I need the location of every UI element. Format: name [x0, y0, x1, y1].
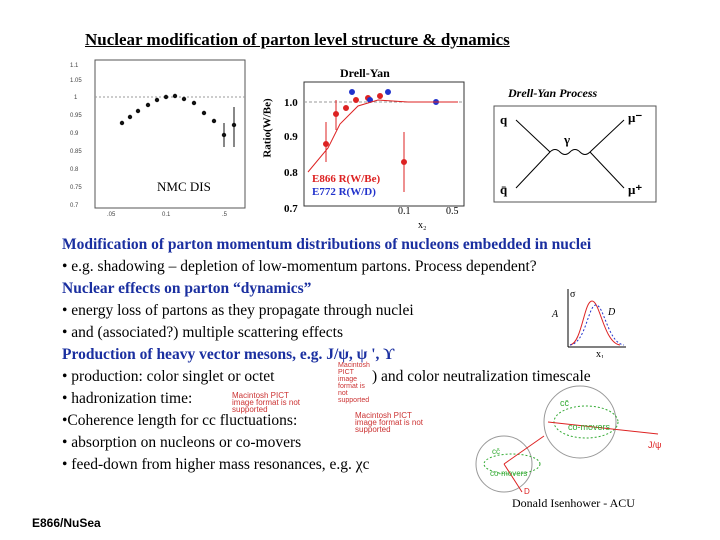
a-label: A	[552, 309, 559, 320]
pict-placeholder-1: Macintosh PICT image format is not supported	[338, 362, 370, 404]
slide-title: Nuclear modification of parton level structure & dynamics	[85, 30, 510, 49]
nmc-ytick: 1.1	[70, 63, 79, 69]
photon-label: γ	[564, 132, 571, 147]
text-line-2: Nuclear effects on parton “dynamics”	[62, 280, 312, 297]
dy-ytick: 0.8	[284, 167, 298, 179]
nmc-xtick: .05	[107, 212, 116, 218]
nmc-xtick: .5	[222, 212, 228, 218]
dy-xtick: 0.5	[446, 206, 459, 217]
comover-svg-bottom	[468, 432, 558, 496]
sigma-label: σ	[570, 289, 576, 300]
dy-process-title: Drell-Yan Process	[508, 86, 598, 100]
text-line-4: • and (associated?) multiple scattering effects	[62, 324, 344, 341]
nmc-ytick: 0.75	[70, 185, 82, 191]
production-suffix: ) and color neutralization timescale	[372, 368, 591, 385]
dy-xtick: 0.1	[398, 206, 411, 217]
drell-yan-plot	[261, 62, 468, 237]
drell-yan-title: Drell-Yan	[340, 66, 390, 80]
text-line-7: • hadronization time:	[62, 390, 193, 407]
antiquark-label: q̄	[500, 182, 508, 197]
d-label: D	[608, 307, 616, 318]
dy-ytick: 0.9	[284, 131, 298, 143]
nmc-ytick: 0.95	[70, 113, 82, 119]
text-line-8: •Coherence length for cc fluctuations:	[62, 412, 298, 429]
d-meson-label: D	[524, 487, 530, 496]
text-line-10: • feed-down from higher mass resonances, e.g. χc	[62, 456, 370, 473]
nmc-dis-plot	[62, 55, 262, 220]
cc-label: cc̄	[560, 398, 569, 408]
dy-ytick: 0.7	[284, 203, 298, 215]
cc-label-2: cc̄	[492, 447, 500, 456]
footer-author: Donald Isenhower - ACU	[512, 496, 635, 510]
dy-ytick: 1.0	[284, 97, 298, 109]
text-line-9: • absorption on nucleons or co-movers	[62, 434, 302, 451]
text-line-6: • production: color singlet or octet	[62, 368, 275, 385]
muon-plus-label: μ⁺	[628, 182, 643, 197]
text-line-3: • energy loss of partons as they propagate through nuclei	[62, 302, 414, 319]
nmc-dis-plot-svg	[62, 55, 262, 220]
nmc-ytick: 0.85	[70, 149, 82, 155]
legend-red: E866 R(W/Be)	[312, 173, 381, 185]
sigma-x1-svg	[530, 283, 630, 358]
drell-yan-ylabel: Ratio(W/Be)	[261, 98, 274, 158]
sigma-x1-plot	[530, 283, 630, 358]
dy-process-diagram	[490, 82, 660, 207]
jpsi-label: J/ψ	[648, 440, 662, 450]
nmc-ytick: 1	[74, 95, 78, 101]
nmc-xtick: 0.1	[162, 212, 171, 218]
nmc-ytick: 0.9	[70, 131, 79, 137]
comovers-label: co-movers	[568, 422, 611, 432]
drell-yan-svg	[268, 62, 468, 237]
dy-xlabel: x₂	[418, 220, 427, 231]
nmc-dis-label: NMC DIS	[157, 179, 211, 194]
text-line-5: Production of heavy vector mesons, e.g. J/ψ, ψ ', ϒ	[62, 346, 395, 363]
text-line-1: • e.g. shadowing – depletion of low-momentum partons. Process dependent?	[62, 258, 537, 275]
comover-diagram-bottom	[468, 432, 558, 496]
x1-label: x₁	[596, 349, 605, 358]
footer-experiment: E866/NuSea	[32, 516, 101, 530]
muon-minus-label: μ⁻	[628, 110, 643, 125]
nmc-ytick: 0.7	[70, 203, 79, 209]
nmc-ytick: 1.05	[70, 78, 82, 84]
nmc-ytick: 0.8	[70, 167, 79, 173]
pict-placeholder-3: Macintosh PICT image format is not supported	[355, 411, 424, 434]
comovers-label-2: co-movers	[490, 469, 528, 478]
pict-placeholder-2: Macintosh PICT image format is not supported	[232, 391, 301, 414]
dy-process-svg	[490, 102, 660, 207]
quark-label: q	[500, 112, 508, 127]
text-line-0: Modification of parton momentum distributions of nucleons embedded in nuclei	[62, 236, 592, 253]
legend-blue: E772 R(W/D)	[312, 186, 376, 198]
